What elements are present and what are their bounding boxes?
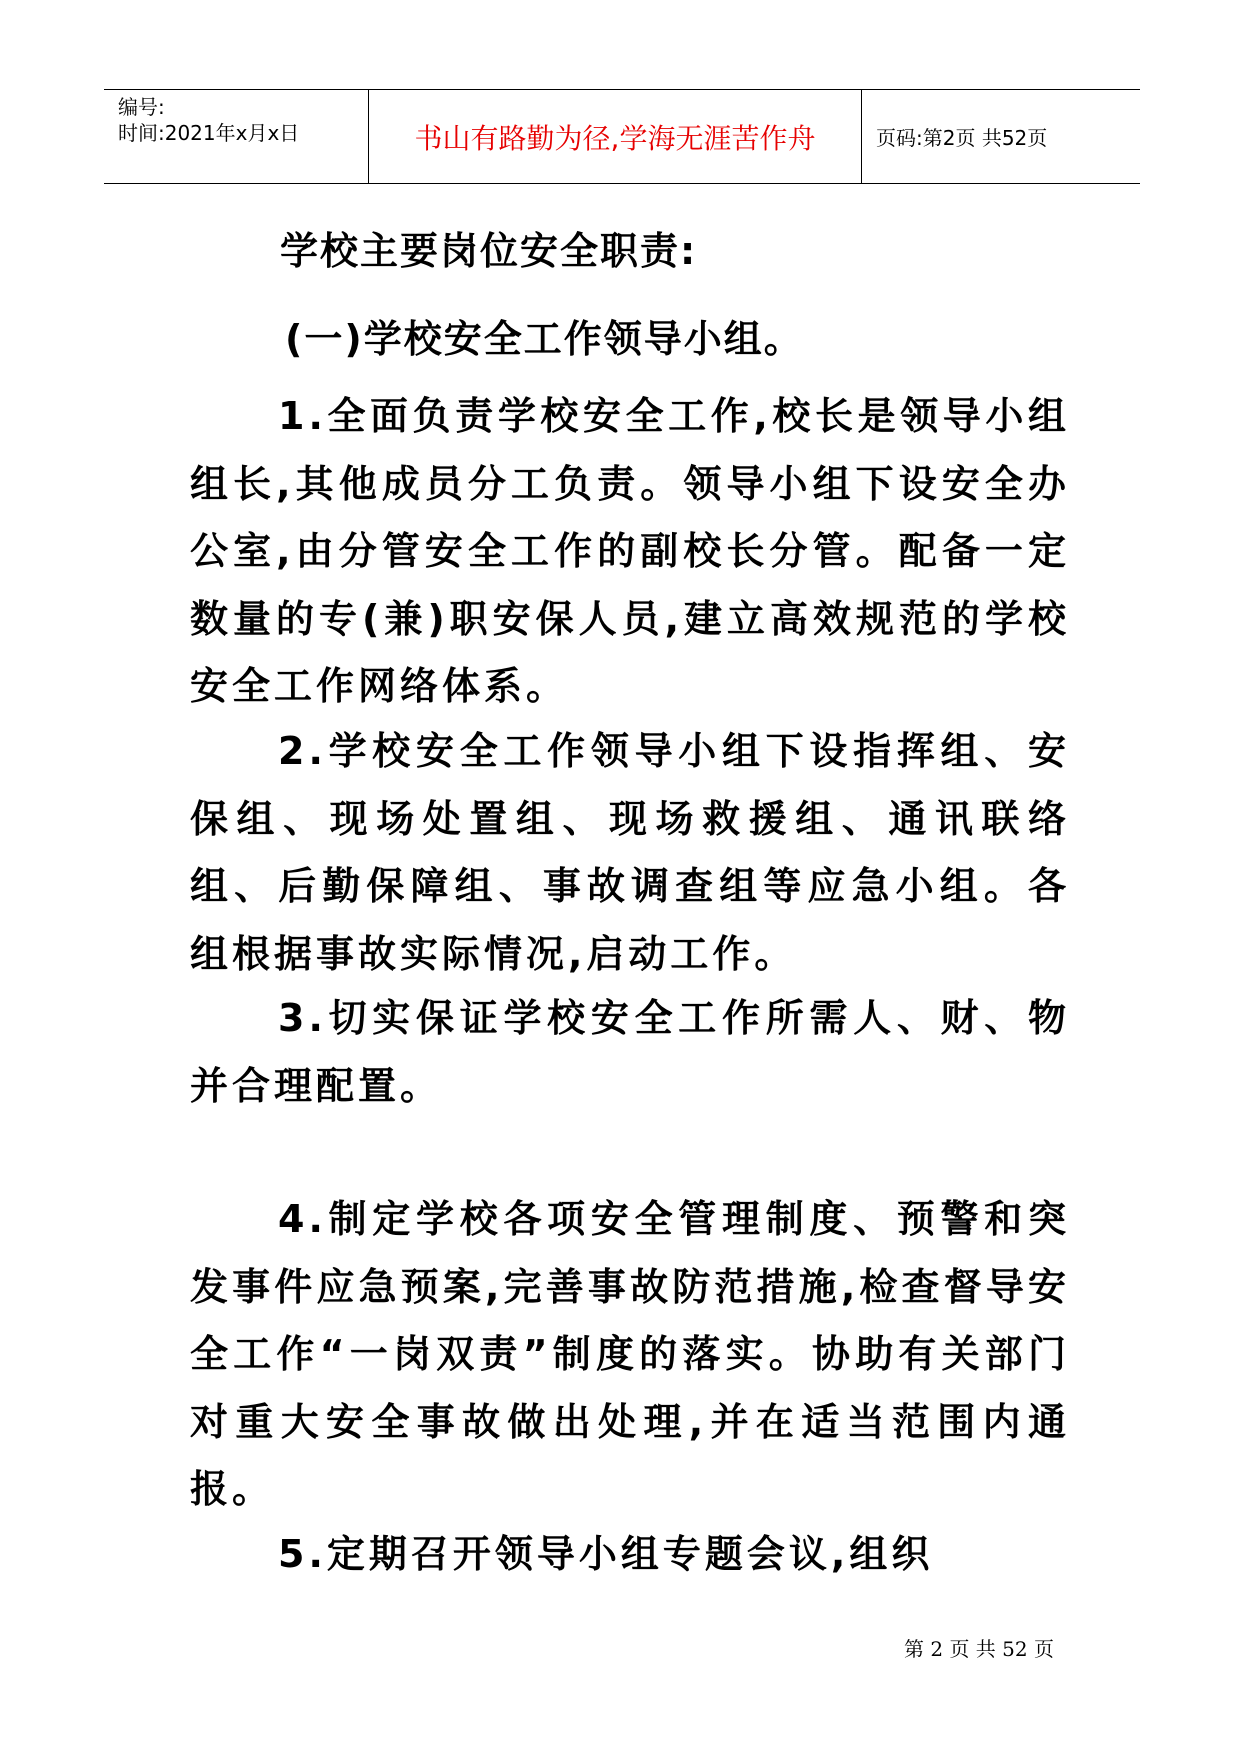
document-title: 学校主要岗位安全职责: — [280, 229, 698, 273]
paragraph-4: 4.制定学校各项安全管理制度、预警和突发事件应急预案,完善事故防范措施,检查督导安全工作“一岗双责”制度的落实。协助有关部门对重大安全事故做出处理,并在适当范围内通报。 — [190, 1197, 1070, 1511]
paragraph-1: 1.全面负责学校安全工作,校长是领导小组组长,其他成员分工负责。领导小组下设安全办公室,由分管安全工作的副校长分管。配备一定数量的专(兼)职安保人员,建立高效规范的学校安全工作网络体系。 — [190, 394, 1070, 708]
paragraph-5: 5.定期召开领导小组专题会议,组织 — [278, 1532, 934, 1576]
page-header — [104, 89, 1140, 184]
paragraph-2: 2.学校安全工作领导小组下设指挥组、安保组、现场处置组、现场救援组、通讯联络组、后勤保障组、事故调查组等应急小组。各组根据事故实际情况,启动工作。 — [190, 729, 1070, 976]
header-page-cell — [862, 90, 1140, 183]
paragraph-3: 3.切实保证学校安全工作所需人、财、物并合理配置。 — [190, 996, 1070, 1108]
header-motto: 书山有路勤为径,学海无涯苦作舟 — [414, 121, 816, 155]
section-heading: (一)学校安全工作领导小组。 — [285, 317, 804, 361]
header-motto-cell — [369, 90, 862, 183]
document-number-label: 编号: — [118, 95, 165, 119]
header-page-label: 页码:第2页 共52页 — [876, 126, 1048, 150]
document-time-label: 时间:2021年x月x日 — [118, 121, 300, 145]
header-info-cell — [104, 90, 369, 183]
page-footer: 第 2 页 共 52 页 — [904, 1637, 1054, 1661]
